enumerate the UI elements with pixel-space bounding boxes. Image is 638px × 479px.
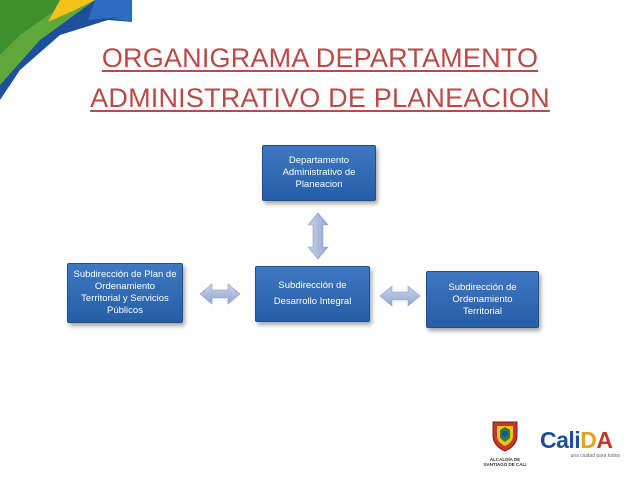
calida-tagline: una ciudad para todos bbox=[570, 453, 620, 459]
org-box-plan-ordenamiento-label: Subdirección de Plan de Ordenamiento Territorial y Servicios Públicos bbox=[73, 269, 177, 316]
calida-part-2: D bbox=[580, 427, 597, 453]
org-box-ordenamiento-territorial bbox=[426, 271, 539, 328]
org-box-desarrollo-integral bbox=[255, 266, 370, 322]
cali-shield-icon bbox=[490, 420, 520, 452]
org-box-departamento-label: Departamento Administrativo de Planeacion bbox=[282, 155, 356, 190]
calida-logo bbox=[540, 428, 620, 464]
title-line-2: ADMINISTRATIVO DE PLANEACION bbox=[90, 83, 550, 113]
org-box-plan-ordenamiento bbox=[67, 263, 183, 323]
left-double-arrow bbox=[200, 284, 240, 304]
alcaldia-cali-logo bbox=[478, 420, 532, 470]
right-double-arrow bbox=[380, 286, 420, 306]
calida-wordmark bbox=[540, 428, 620, 452]
vertical-double-arrow bbox=[308, 213, 328, 259]
calida-part-1: Cali bbox=[540, 427, 581, 453]
title-line-1: ORGANIGRAMA DEPARTAMENTO bbox=[101, 43, 539, 73]
calida-part-3: A bbox=[596, 427, 613, 453]
cali-caption-1: ALCALDÍA DE bbox=[489, 457, 521, 462]
org-box-desarrollo-integral-label: Subdirección de Desarrollo Integral bbox=[273, 280, 352, 307]
org-box-ordenamiento-territorial-label: Subdirección de Ordenamiento Territorial bbox=[448, 281, 517, 317]
cali-caption-2: SANTIAGO DE CALI bbox=[483, 462, 527, 467]
org-box-departamento bbox=[262, 145, 376, 201]
